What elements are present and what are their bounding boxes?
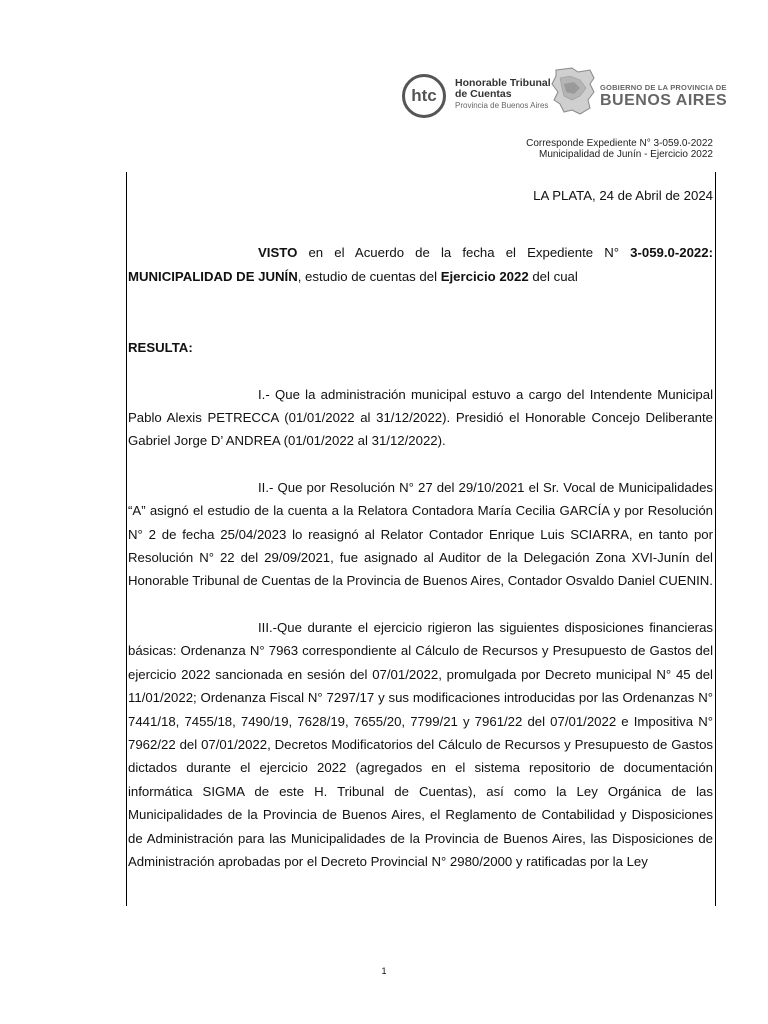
visto-expediente: 3-059.0-2022: MUNICIPALIDAD DE JUNÍN: [128, 245, 713, 284]
file-reference-line2: Municipalidad de Junín - Ejercicio 2022: [539, 149, 713, 160]
letterhead: [400, 66, 730, 126]
paragraph-3: III.-Que durante el ejercicio rigieron las siguientes disposiciones financieras básicas: Ordenanza N° 7963 correspondiente al Cálculo de Recursos y Presupuesto de Gastos del ejercicio 2022 sancionada en sesión del 07/01/2022, promulgada por Decreto municipal N° 45 del 11/01/2022; Ordenanza Fiscal N° 7297/17 y sus modificaciones introducidas por las Ordenanzas N° 7441/18, 7455/18, 7490/19, 7628/19, 7655/20, 7799/21 y 7961/22 del 07/01/2022 e Impositiva N° 7962/22 del 07/01/2022, Decretos Modificatorios del Cálculo de Recursos y Presupuesto de Gastos dictados durante el ejercicio 2022 (agregados en el sistema repositorio de documentación informática SIGMA de este H. Tribunal de Cuentas), así como la Ley Orgánica de las Municipalidades de la Provincia de Buenos Aires, el Reglamento de Contabilidad y Disposiciones de Administración para las Municipalidades de la Provincia de Buenos Aires, las Disposiciones de Administración aprobadas por el Decreto Provincial N° 2980/2000 y ratificadas por la Ley: [128, 619, 713, 869]
htc-name-line2: de Cuentas: [455, 88, 512, 100]
gba-name-line1: GOBIERNO DE LA PROVINCIA DE: [600, 83, 727, 92]
paragraph-2: II.- Que por Resolución N° 27 del 29/10/2021 el Sr. Vocal de Municipalidades “A” asignó el estudio de la cuenta a la Relatora Contadora María Cecilia GARCÍA y por Resolución N° 2 de fecha 25/04/2023 lo reasignó al Relator Contador Enrique Luis SCIARRA, en tanto por Resolución N° 22 del 29/09/2021, fue asignado al Auditor de la Delegación Zona XVI-Junín del Honorable Tribunal de Cuentas de la Provincia de Buenos Aires, Contador Osvaldo Daniel CUENIN.: [128, 479, 713, 589]
resulta-heading: RESULTA:: [128, 340, 193, 356]
page-number: 1: [381, 966, 387, 976]
visto-text2: , estudio de cuentas del: [297, 268, 441, 284]
gba-name: [600, 82, 727, 107]
htc-name-line1: Honorable Tribunal: [455, 77, 551, 89]
visto-ejercicio: Ejercicio 2022: [440, 268, 529, 284]
visto-text1: en el Acuerdo de la fecha el Expediente N°: [297, 245, 631, 261]
file-reference-line1: Corresponde Expediente N° 3-059.0-2022: [526, 138, 713, 149]
file-reference: [526, 138, 713, 160]
htc-name-line3: Provincia de Buenos Aires: [455, 101, 549, 110]
province-map-icon: [550, 66, 596, 116]
gba-name-line2: BUENOS AIRES: [600, 92, 728, 109]
visto-paragraph: [128, 241, 713, 288]
document-date: LA PLATA, 24 de Abril de 2024: [533, 188, 713, 203]
document-body: [128, 184, 713, 873]
paragraph-1: I.- Que la administración municipal estuvo a cargo del Intendente Municipal Pablo Alexis PETRECCA (01/01/2022 al 31/12/2022). Presidió el Honorable Concejo Deliberante Gabriel Jorge D’ ANDREA (01/01/2022 al 31/12/2022).: [128, 386, 713, 449]
visto-label: VISTO: [258, 245, 298, 261]
visto-text3: del cual: [528, 268, 578, 284]
htc-name: [455, 78, 551, 111]
htc-logo-icon: [402, 74, 446, 118]
htc-logo-text: htc: [411, 86, 437, 105]
